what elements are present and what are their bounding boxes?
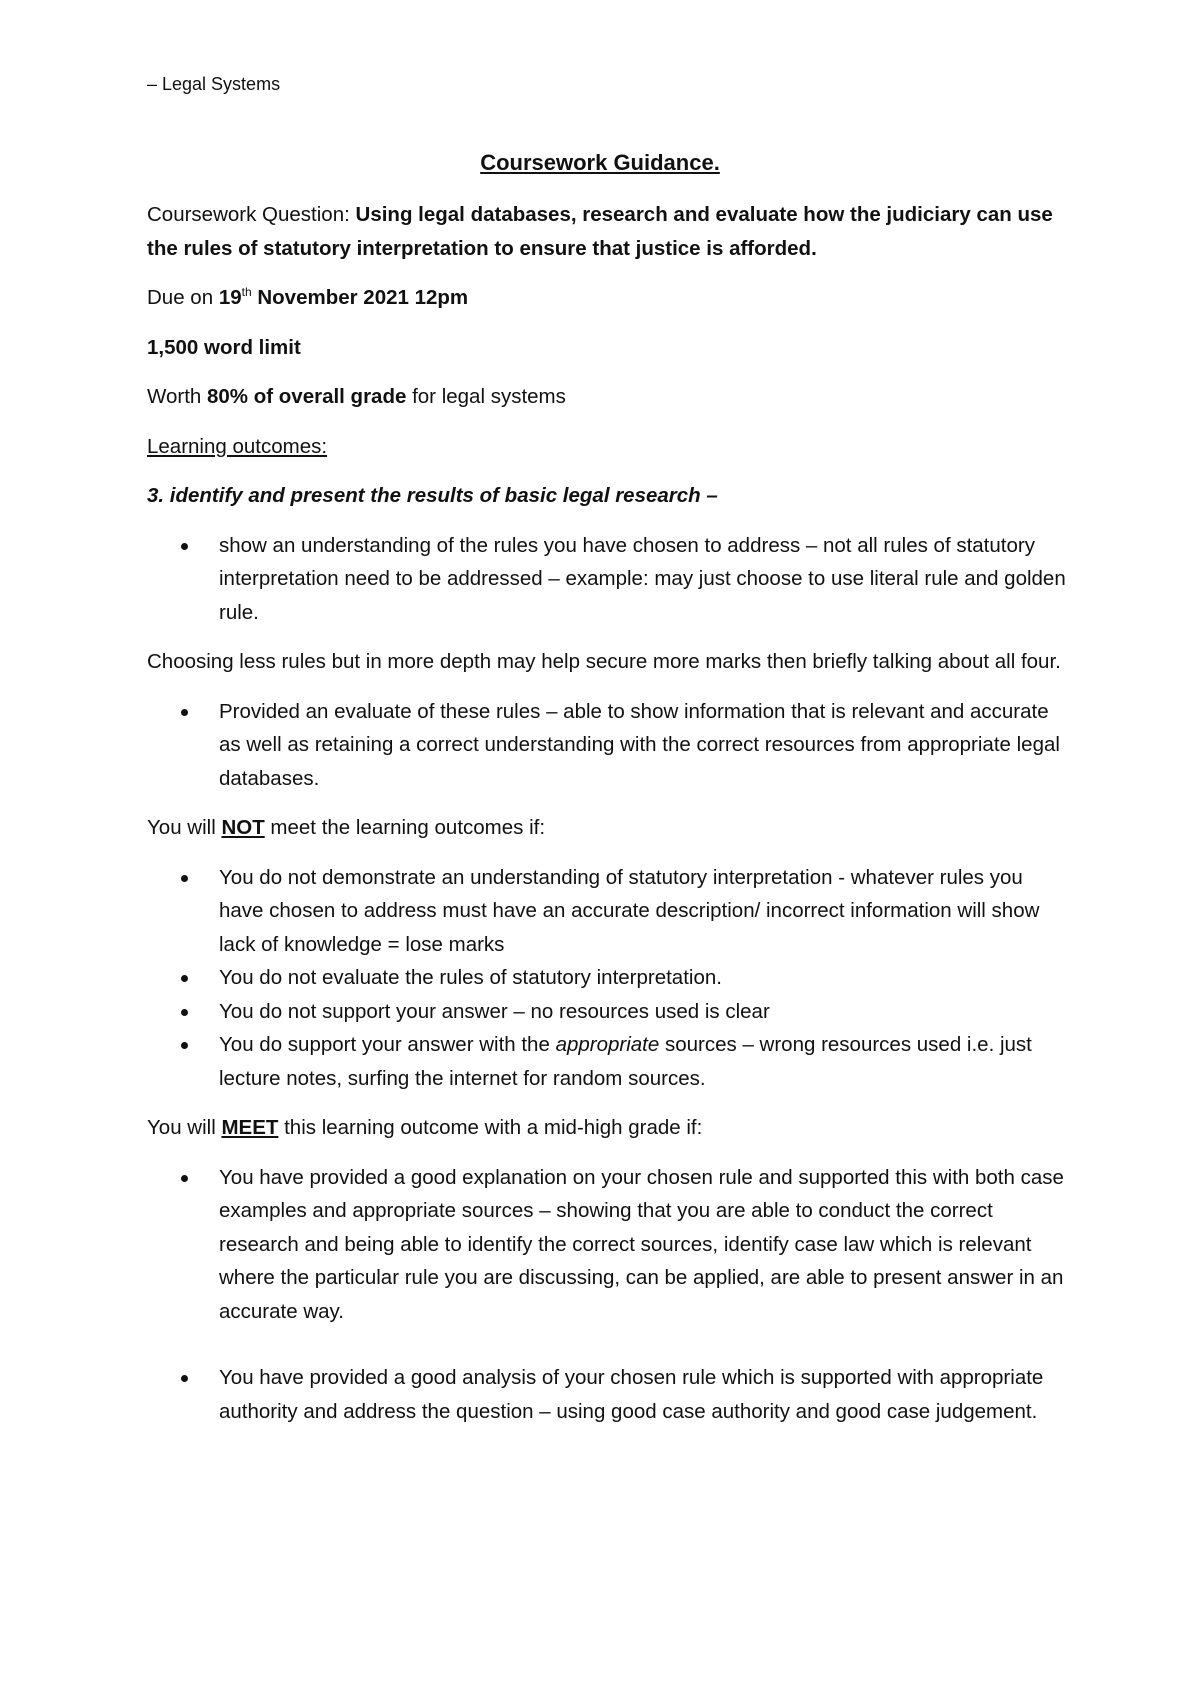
list-item-text: You do not evaluate the rules of statutory interpretation. <box>219 966 722 989</box>
coursework-question <box>147 198 1067 265</box>
list-item-text: You do not support your answer – no resources used is clear <box>219 999 770 1023</box>
not-meet-prefix: You will <box>147 816 222 839</box>
question-text: Using legal databases, research and evaluate how the judiciary can use the rules of statutory interpretation to ensure that justice is afforded. <box>147 203 1053 260</box>
list-item-text: You do not demonstrate an understanding of statutory interpretation - whatever rules you have chosen to address must have an accurate description/ incorrect information will show lack of knowledge = lose marks <box>219 865 1040 956</box>
outcome-3-heading: 3. identify and present the results of basic legal research – <box>147 484 718 507</box>
outcome-bullets-1 <box>147 529 1067 630</box>
list-item <box>147 1161 1067 1329</box>
due-date <box>147 281 1067 315</box>
bullet-icon <box>181 709 188 716</box>
bullet-icon <box>181 875 188 882</box>
bullet-icon <box>181 1009 188 1016</box>
worth-bold: 80% of overall grade <box>207 385 407 408</box>
list-item-text-suffix: sources – wrong resources used i.e. just lecture notes, surfing the internet for random sources. <box>219 1033 1032 1090</box>
list-item <box>147 861 1067 962</box>
list-item <box>147 695 1067 796</box>
choosing-paragraph: Choosing less rules but in more depth may help secure more marks then briefly talking about all four. <box>147 650 1061 673</box>
bullet-icon <box>181 975 188 982</box>
list-item <box>147 1028 1067 1095</box>
bullet-icon <box>181 1175 188 1182</box>
page-title: Coursework Guidance. <box>480 150 720 175</box>
due-prefix: Due on <box>147 286 219 309</box>
list-item-text: You have provided a good explanation on your chosen rule and supported this with both case examples and appropriate sources – showing that you are able to conduct the correct research and being able to identify the correct sources, identify case law which is relevant where the particular rule you are discussing, can be applied, are able to present answer in an accurate way. <box>219 1165 1064 1323</box>
not-meet-emphasis: NOT <box>221 816 265 839</box>
worth-suffix: for legal systems <box>406 385 566 408</box>
meet-bullets <box>147 1161 1067 1429</box>
list-item <box>147 529 1067 630</box>
list-item-text: You have provided a good analysis of your chosen rule which is supported with appropriate authority and address the question – using good case authority and good case judgement. <box>219 1366 1044 1423</box>
not-meet-heading <box>147 811 1067 845</box>
list-item <box>147 1361 1067 1428</box>
list-item-text: show an understanding of the rules you have chosen to address – not all rules of statutory interpretation need to be addressed – example: may just choose to use literal rule and golden rule. <box>219 533 1066 624</box>
bullet-icon <box>181 543 188 550</box>
list-item <box>147 961 1067 995</box>
bullet-icon <box>181 1375 188 1382</box>
document-body <box>147 198 1067 1444</box>
due-day: 19 <box>218 286 242 309</box>
list-item-text-prefix: You do support your answer with the <box>219 1033 556 1056</box>
due-ordinal: th <box>241 285 252 300</box>
meet-heading <box>147 1111 1067 1145</box>
due-rest: November 2021 12pm <box>251 286 469 309</box>
page-header: – Legal Systems <box>147 74 281 94</box>
meet-suffix: this learning outcome with a mid-high grade if: <box>278 1116 703 1139</box>
outcome-bullets-2 <box>147 695 1067 796</box>
not-meet-suffix: meet the learning outcomes if: <box>264 816 546 839</box>
meet-emphasis: MEET <box>221 1116 279 1139</box>
not-meet-bullets <box>147 861 1067 1096</box>
meet-prefix: You will <box>147 1116 222 1139</box>
bullet-icon <box>181 1042 188 1049</box>
word-limit: 1,500 word limit <box>147 335 301 359</box>
list-item-text: Provided an evaluate of these rules – able to show information that is relevant and accurate as well as retaining a correct understanding with the correct resources from appropriate legal databases. <box>219 699 1060 790</box>
learning-outcomes-heading: Learning outcomes: <box>147 434 328 458</box>
worth-prefix: Worth <box>147 385 207 408</box>
list-item <box>147 995 1067 1029</box>
list-item-text-italic: appropriate <box>555 1033 660 1056</box>
grade-weight <box>147 380 1067 414</box>
question-label: Coursework Question: <box>147 203 356 226</box>
